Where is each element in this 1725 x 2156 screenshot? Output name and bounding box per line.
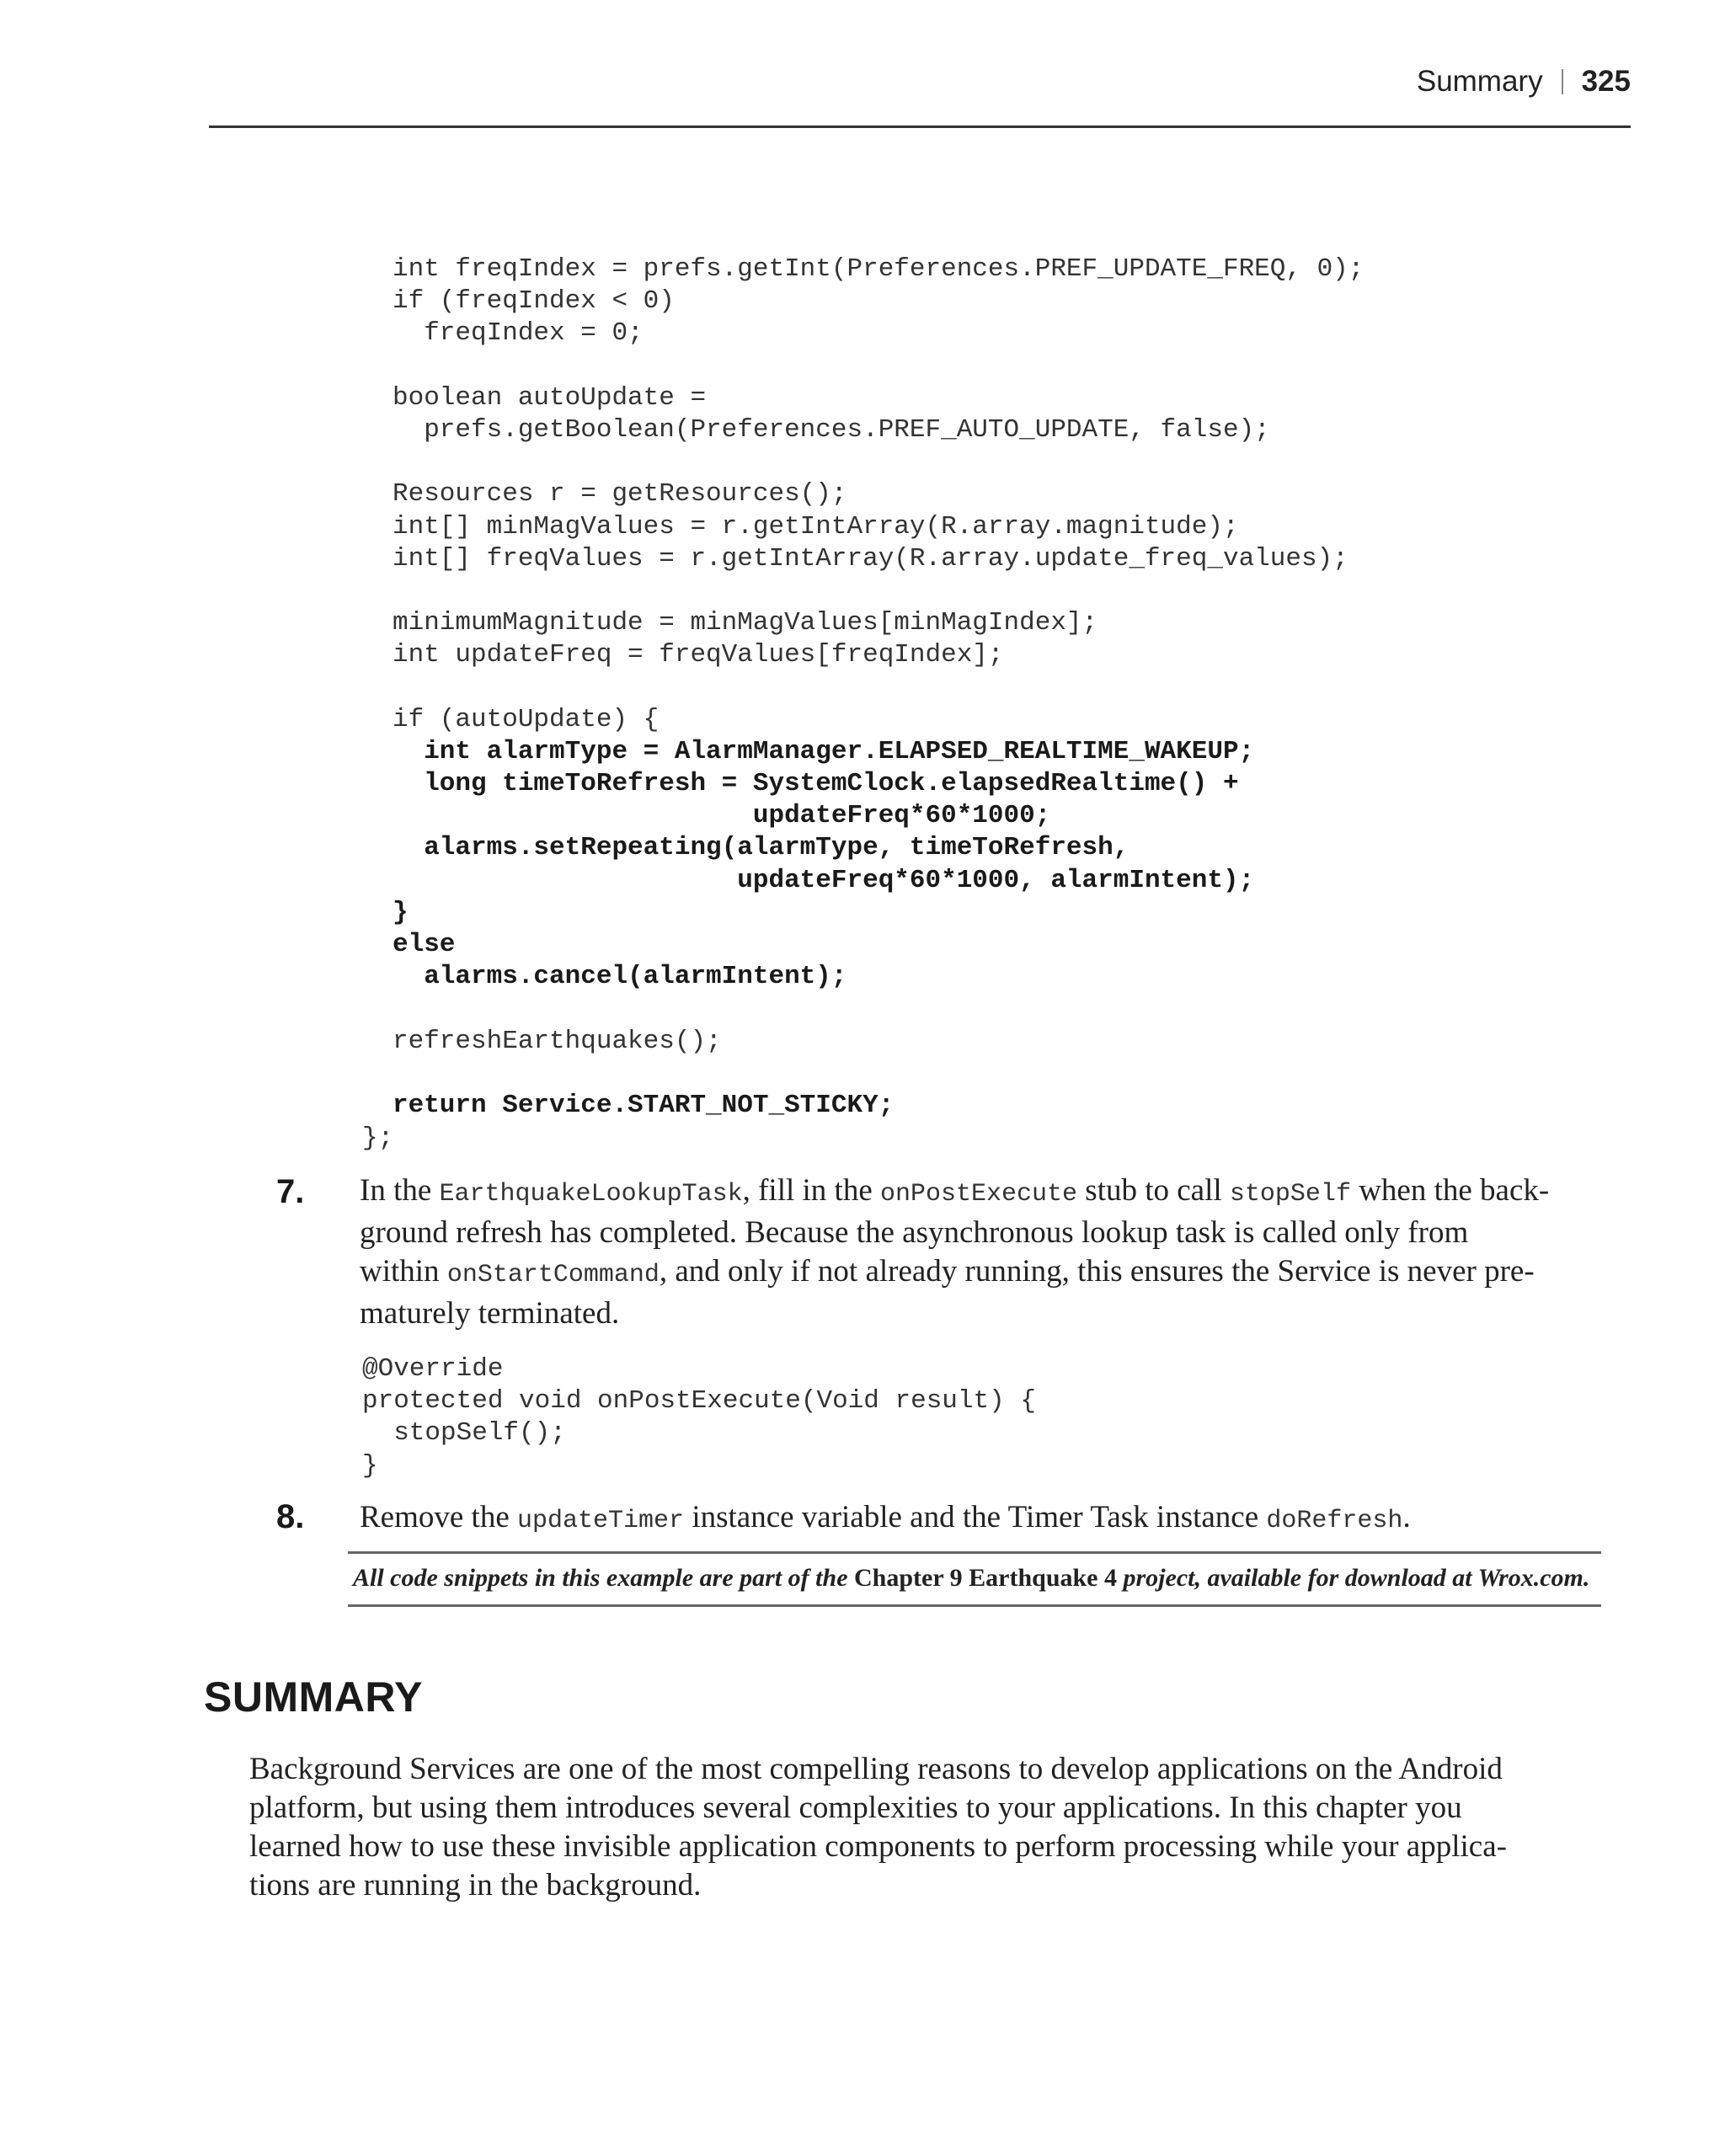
step-8-text	[360, 1498, 1598, 1540]
step-8-number: 8.	[276, 1498, 305, 1535]
header-separator	[1562, 69, 1563, 94]
summary-line: Background Services are one of the most compelling reasons to develop applications on the Android	[249, 1752, 1503, 1786]
running-header	[209, 61, 1631, 128]
note-italic-text: project, available for download at Wrox.com.	[1117, 1564, 1590, 1592]
summary-line: platform, but using them introduces several complexities to your applications. In this chapter you	[249, 1790, 1462, 1825]
code-line: stopSelf();	[362, 1418, 566, 1449]
inline-code: stopSelf	[1229, 1180, 1351, 1209]
step-7-text-part: stub to call	[1077, 1173, 1230, 1208]
code-line: int[] minMagValues = r.getIntArray(R.array.magnitude);	[393, 511, 1239, 542]
step-8-text-part: instance variable and the Timer Task instance	[684, 1500, 1267, 1534]
code-line: int freqIndex = prefs.getInt(Preferences.PREF_UPDATE_FREQ, 0);	[393, 254, 1365, 284]
code-line	[393, 446, 1364, 478]
code-line: else	[393, 929, 456, 959]
step-8-text-part: .	[1402, 1500, 1411, 1534]
step-7-text-part: ground refresh has completed. Because the asynchronous lookup task is called only from	[360, 1215, 1469, 1250]
code-line: return Service.START_NOT_STICKY;	[393, 1090, 895, 1120]
section-heading-summary: SUMMARY	[204, 1673, 423, 1721]
step-7-text-part: , fill in the	[742, 1173, 880, 1208]
step-7-text-part: within	[360, 1254, 447, 1289]
summary-line: tions are running in the background.	[249, 1868, 702, 1903]
inline-code: updateTimer	[517, 1507, 685, 1535]
code-line: if (autoUpdate) {	[393, 704, 660, 734]
code-line: updateFreq*60*1000, alarmIntent);	[393, 865, 1255, 895]
code-line: Resources r = getResources();	[393, 479, 847, 510]
note-italic-text: All code snippets in this example are part of the	[353, 1564, 855, 1592]
code-block-onpostexecute	[362, 1353, 1036, 1482]
header-section-title: Summary	[1416, 65, 1543, 98]
summary-line: learned how to use these invisible application components to perform processing while your applica-	[249, 1829, 1507, 1864]
code-block-onstartcommand	[393, 253, 1364, 1122]
inline-code: onPostExecute	[880, 1180, 1078, 1209]
step-7-text-part: , and only if not already running, this ensures the Service is never pre-	[659, 1254, 1535, 1289]
code-line: updateFreq*60*1000;	[393, 801, 1051, 831]
code-line	[393, 350, 1364, 382]
code-line: freqIndex = 0;	[393, 318, 644, 349]
inline-code: doRefresh	[1266, 1507, 1403, 1535]
code-line	[393, 671, 1364, 703]
code-line: }	[362, 1450, 378, 1481]
code-line	[393, 575, 1364, 607]
code-line: alarms.cancel(alarmIntent);	[393, 962, 847, 992]
step-8-text-part: Remove the	[360, 1500, 518, 1534]
code-line: }	[393, 897, 409, 927]
code-line: alarms.setRepeating(alarmType, timeToRefresh,	[393, 833, 1130, 863]
step-7-text-part: when the back-	[1350, 1173, 1550, 1208]
code-line	[393, 993, 1364, 1025]
code-block-closing-brace	[362, 1123, 393, 1155]
step-7-text	[360, 1171, 1598, 1333]
download-note	[348, 1551, 1601, 1607]
code-line: @Override	[362, 1354, 504, 1384]
code-line: int[] freqValues = r.getIntArray(R.array.update_freq_values);	[393, 543, 1348, 574]
step-7-text-part: In the	[360, 1173, 440, 1208]
code-line: protected void onPostExecute(Void result) {	[362, 1386, 1036, 1417]
code-line: int updateFreq = freqValues[freqIndex];	[393, 640, 1004, 670]
code-line: prefs.getBoolean(Preferences.PREF_AUTO_UPDATE, false);	[393, 414, 1270, 445]
code-line: int alarmType = AlarmManager.ELAPSED_REALTIME_WAKEUP;	[393, 736, 1255, 766]
code-line: boolean autoUpdate =	[393, 382, 707, 413]
step-7-number: 7.	[276, 1173, 305, 1210]
code-line: minimumMagnitude = minMagValues[minMagIndex];	[393, 608, 1098, 638]
code-line: long timeToRefresh = SystemClock.elapsedRealtime() +	[393, 769, 1239, 798]
header-right	[1417, 61, 1631, 103]
page-number: 325	[1581, 65, 1631, 98]
step-7-text-part: maturely terminated.	[360, 1296, 620, 1331]
inline-code: onStartCommand	[446, 1261, 660, 1289]
code-line: };	[362, 1123, 394, 1153]
note-project-name: Chapter 9 Earthquake 4	[854, 1564, 1117, 1592]
code-line: if (freqIndex < 0)	[393, 286, 675, 317]
summary-paragraph	[249, 1750, 1597, 1905]
code-line	[393, 1058, 1364, 1090]
inline-code: EarthquakeLookupTask	[439, 1180, 743, 1209]
code-line: refreshEarthquakes();	[393, 1026, 722, 1056]
